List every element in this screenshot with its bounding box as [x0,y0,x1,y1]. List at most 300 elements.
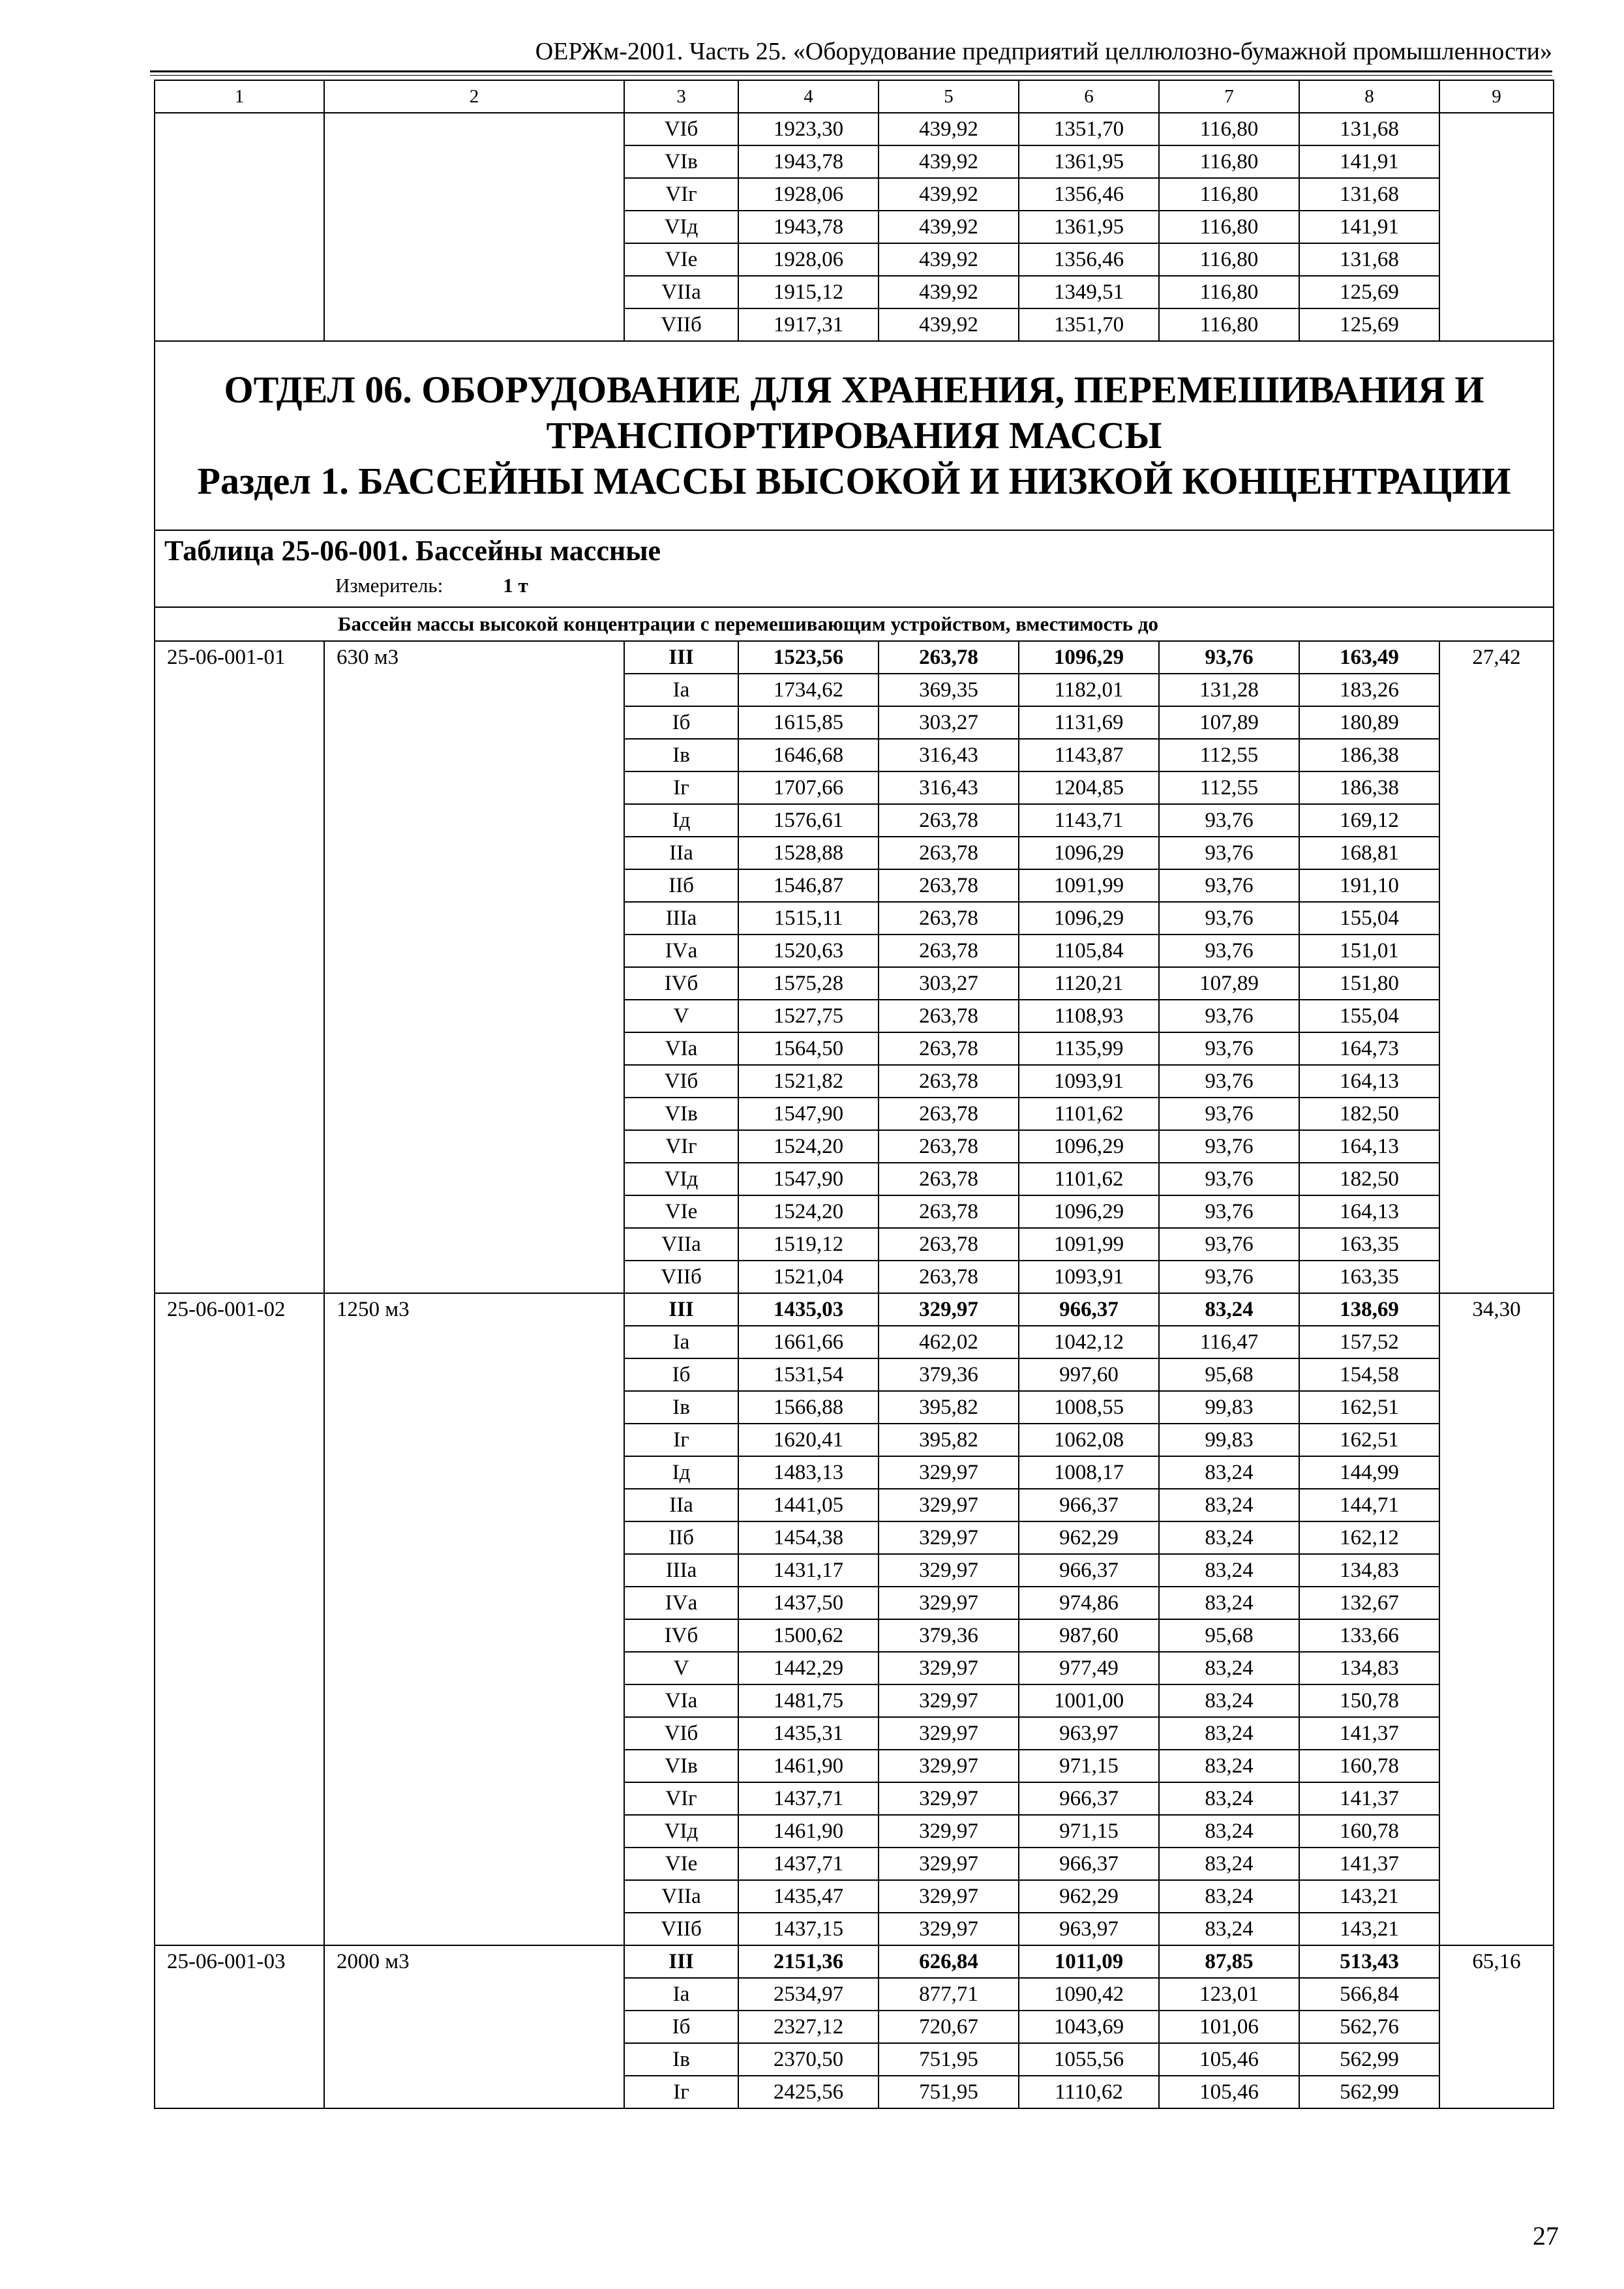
group-cell: VIIа [624,1880,738,1913]
section-heading-line: ОТДЕЛ 06. ОБОРУДОВАНИЕ ДЛЯ ХРАНЕНИЯ, ПЕРЕМЕШИВАНИЯ И [224,368,1484,411]
value-cell: 132,67 [1299,1587,1439,1619]
value-cell: 1110,62 [1019,2076,1159,2108]
value-cell: 83,24 [1159,1554,1299,1587]
group-cell: VIIа [624,276,738,308]
item-name: 2000 м3 [324,1945,624,2108]
value-cell: 977,49 [1019,1652,1159,1684]
value-cell: 93,76 [1159,1000,1299,1032]
value-cell: 1928,06 [738,243,879,276]
value-cell: 1928,06 [738,178,879,211]
item-c9: 65,16 [1439,1945,1554,2108]
value-cell: 439,92 [879,145,1019,178]
value-cell: 95,68 [1159,1619,1299,1652]
value-cell: 93,76 [1159,1261,1299,1293]
value-cell: 95,68 [1159,1358,1299,1391]
value-cell: 1524,20 [738,1195,879,1228]
value-cell: 1442,29 [738,1652,879,1684]
value-cell: 83,24 [1159,1456,1299,1489]
value-cell: 141,37 [1299,1717,1439,1750]
item-name: 1250 м3 [324,1293,624,1945]
value-cell: 164,73 [1299,1032,1439,1065]
value-cell: 83,24 [1159,1782,1299,1815]
value-cell: 116,80 [1159,178,1299,211]
value-cell: 1105,84 [1019,935,1159,967]
value-cell: 1620,41 [738,1424,879,1456]
value-cell: 720,67 [879,2011,1019,2043]
value-cell: 439,92 [879,211,1019,243]
value-cell: 1483,13 [738,1456,879,1489]
value-cell: 974,86 [1019,1587,1159,1619]
value-cell: 1500,62 [738,1619,879,1652]
value-cell: 141,91 [1299,211,1439,243]
value-cell: 143,21 [1299,1880,1439,1913]
value-cell: 1566,88 [738,1391,879,1424]
value-cell: 329,97 [879,1456,1019,1489]
value-cell: 462,02 [879,1326,1019,1358]
column-number-row [155,80,1554,113]
value-cell: 116,80 [1159,276,1299,308]
value-cell: 966,37 [1019,1848,1159,1880]
value-cell: 1096,29 [1019,837,1159,869]
value-cell: 1435,31 [738,1717,879,1750]
value-cell: 116,80 [1159,211,1299,243]
group-cell: VIа [624,1032,738,1065]
value-cell: 1091,99 [1019,869,1159,902]
carryover-name-cell [324,113,624,341]
value-cell: 263,78 [879,1098,1019,1130]
value-cell: 144,71 [1299,1489,1439,1521]
value-cell: 93,76 [1159,1163,1299,1195]
group-cell: VIIб [624,1261,738,1293]
table-row [155,1945,1554,1978]
value-cell: 1043,69 [1019,2011,1159,2043]
value-cell: 164,13 [1299,1130,1439,1163]
running-header: ОЕРЖм-2001. Часть 25. «Оборудование предприятий целлюлозно-бумажной промышленности» [535,38,1552,65]
value-cell: 150,78 [1299,1684,1439,1717]
value-cell: 93,76 [1159,869,1299,902]
group-cell: Iг [624,1424,738,1456]
value-cell: 439,92 [879,113,1019,145]
value-cell: 93,76 [1159,902,1299,935]
value-cell: 83,24 [1159,1880,1299,1913]
item-code: 25-06-001-01 [155,641,324,1293]
value-cell: 263,78 [879,1032,1019,1065]
value-cell: 116,80 [1159,243,1299,276]
value-cell: 93,76 [1159,641,1299,674]
col-number: 7 [1159,80,1299,113]
value-cell: 997,60 [1019,1358,1159,1391]
value-cell: 1437,15 [738,1913,879,1945]
value-cell: 1131,69 [1019,706,1159,739]
value-cell: 93,76 [1159,1032,1299,1065]
value-cell: 157,52 [1299,1326,1439,1358]
value-cell: 83,24 [1159,1684,1299,1717]
value-cell: 329,97 [879,1782,1019,1815]
group-cell: IIа [624,837,738,869]
value-cell: 2327,12 [738,2011,879,2043]
value-cell: 151,01 [1299,935,1439,967]
group-cell: Iа [624,1978,738,2011]
page-number: 27 [1533,2221,1559,2251]
value-cell: 987,60 [1019,1619,1159,1652]
value-cell: 101,06 [1159,2011,1299,2043]
value-cell: 1093,91 [1019,1065,1159,1098]
value-cell: 93,76 [1159,1228,1299,1261]
value-cell: 1042,12 [1019,1326,1159,1358]
value-cell: 395,82 [879,1424,1019,1456]
group-cell: VIв [624,145,738,178]
value-cell: 439,92 [879,308,1019,341]
table-title-cell [155,530,1554,607]
value-cell: 112,55 [1159,771,1299,804]
group-cell: III [624,641,738,674]
value-cell: 83,24 [1159,1913,1299,1945]
value-cell: 966,37 [1019,1293,1159,1326]
group-cell: IVб [624,1619,738,1652]
value-cell: 1547,90 [738,1163,879,1195]
group-cell: VIе [624,1195,738,1228]
group-cell: Iд [624,804,738,837]
value-cell: 143,21 [1299,1913,1439,1945]
value-cell: 1096,29 [1019,1130,1159,1163]
col-number: 1 [155,80,324,113]
group-cell: VIб [624,113,738,145]
value-cell: 1096,29 [1019,902,1159,935]
value-cell: 379,36 [879,1619,1019,1652]
value-cell: 1435,47 [738,1880,879,1913]
value-cell: 182,50 [1299,1098,1439,1130]
value-cell: 162,51 [1299,1424,1439,1456]
value-cell: 93,76 [1159,804,1299,837]
group-cell: III [624,1293,738,1326]
value-cell: 1523,56 [738,641,879,674]
value-cell: 1661,66 [738,1326,879,1358]
value-cell: 186,38 [1299,739,1439,771]
group-cell: III [624,1945,738,1978]
group-cell: VIв [624,1098,738,1130]
value-cell: 263,78 [879,837,1019,869]
value-cell: 303,27 [879,967,1019,1000]
item-c9: 27,42 [1439,641,1554,1293]
value-cell: 1481,75 [738,1684,879,1717]
value-cell: 83,24 [1159,1521,1299,1554]
value-cell: 263,78 [879,1000,1019,1032]
value-cell: 116,80 [1159,308,1299,341]
value-cell: 1576,61 [738,804,879,837]
col-number: 8 [1299,80,1439,113]
header-rule [150,70,1552,72]
group-cell: Iа [624,674,738,706]
norms-table [154,80,1554,2109]
group-cell: IIа [624,1489,738,1521]
value-cell: 93,76 [1159,837,1299,869]
value-cell: 263,78 [879,641,1019,674]
value-cell: 329,97 [879,1750,1019,1782]
group-cell: Iб [624,706,738,739]
value-cell: 439,92 [879,178,1019,211]
group-cell: IVб [624,967,738,1000]
value-cell: 141,37 [1299,1782,1439,1815]
value-cell: 1351,70 [1019,308,1159,341]
value-cell: 1531,54 [738,1358,879,1391]
header-rule-thin [150,75,1552,76]
value-cell: 1943,78 [738,145,879,178]
value-cell: 963,97 [1019,1717,1159,1750]
value-cell: 105,46 [1159,2076,1299,2108]
group-cell: VIб [624,1717,738,1750]
group-cell: VIд [624,1163,738,1195]
group-cell: VIг [624,178,738,211]
group-cell: IIIа [624,1554,738,1587]
value-cell: 180,89 [1299,706,1439,739]
value-cell: 191,10 [1299,869,1439,902]
value-cell: 125,69 [1299,276,1439,308]
table-row [155,113,1554,145]
group-cell: VIIб [624,1913,738,1945]
value-cell: 83,24 [1159,1293,1299,1326]
value-cell: 123,01 [1159,1978,1299,2011]
group-cell: IIб [624,1521,738,1554]
value-cell: 971,15 [1019,1815,1159,1848]
value-cell: 263,78 [879,1065,1019,1098]
value-cell: 2370,50 [738,2043,879,2076]
value-cell: 93,76 [1159,1195,1299,1228]
value-cell: 329,97 [879,1652,1019,1684]
value-cell: 562,99 [1299,2076,1439,2108]
value-cell: 263,78 [879,902,1019,935]
value-cell: 1090,42 [1019,1978,1159,2011]
value-cell: 1437,50 [738,1587,879,1619]
section-heading-row [155,341,1554,530]
value-cell: 1096,29 [1019,641,1159,674]
value-cell: 369,35 [879,674,1019,706]
value-cell: 329,97 [879,1913,1019,1945]
table-row [155,1293,1554,1326]
subheading: Бассейн массы высокой концентрации с перемешивающим устройством, вместимость до [155,607,1554,641]
value-cell: 962,29 [1019,1521,1159,1554]
section-heading-line: Раздел 1. БАССЕЙНЫ МАССЫ ВЫСОКОЙ И НИЗКОЙ КОНЦЕНТРАЦИИ [197,460,1511,502]
value-cell: 1101,62 [1019,1163,1159,1195]
value-cell: 263,78 [879,1130,1019,1163]
value-cell: 1734,62 [738,674,879,706]
value-cell: 1575,28 [738,967,879,1000]
value-cell: 1915,12 [738,276,879,308]
table-title-row [155,530,1554,607]
table-title: Таблица 25-06-001. Бассейны массные [164,535,661,567]
value-cell: 141,91 [1299,145,1439,178]
value-cell: 186,38 [1299,771,1439,804]
value-cell: 116,47 [1159,1326,1299,1358]
value-cell: 1917,31 [738,308,879,341]
value-cell: 263,78 [879,804,1019,837]
value-cell: 1431,17 [738,1554,879,1587]
col-number: 2 [324,80,624,113]
value-cell: 1923,30 [738,113,879,145]
value-cell: 316,43 [879,739,1019,771]
value-cell: 99,83 [1159,1391,1299,1424]
value-cell: 2425,56 [738,2076,879,2108]
value-cell: 1437,71 [738,1782,879,1815]
value-cell: 513,43 [1299,1945,1439,1978]
group-cell: Iб [624,1358,738,1391]
value-cell: 316,43 [879,771,1019,804]
value-cell: 1524,20 [738,1130,879,1163]
value-cell: 1008,55 [1019,1391,1159,1424]
meter-line [164,571,1553,600]
value-cell: 263,78 [879,1261,1019,1293]
value-cell: 1547,90 [738,1098,879,1130]
value-cell: 1096,29 [1019,1195,1159,1228]
group-cell: IVа [624,1587,738,1619]
value-cell: 162,51 [1299,1391,1439,1424]
value-cell: 1441,05 [738,1489,879,1521]
value-cell: 1361,95 [1019,211,1159,243]
col-number: 3 [624,80,738,113]
value-cell: 263,78 [879,869,1019,902]
group-cell: VIIа [624,1228,738,1261]
value-cell: 182,50 [1299,1163,1439,1195]
value-cell: 183,26 [1299,674,1439,706]
value-cell: 1135,99 [1019,1032,1159,1065]
value-cell: 1519,12 [738,1228,879,1261]
value-cell: 164,13 [1299,1065,1439,1098]
value-cell: 1001,00 [1019,1684,1159,1717]
value-cell: 1011,09 [1019,1945,1159,1978]
value-cell: 1356,46 [1019,178,1159,211]
value-cell: 163,35 [1299,1261,1439,1293]
value-cell: 1120,21 [1019,967,1159,1000]
group-cell: VIа [624,1684,738,1717]
group-cell: Iб [624,2011,738,2043]
value-cell: 1356,46 [1019,243,1159,276]
group-cell: Iв [624,739,738,771]
value-cell: 1143,87 [1019,739,1159,771]
value-cell: 962,29 [1019,1880,1159,1913]
value-cell: 1437,71 [738,1848,879,1880]
value-cell: 1454,38 [738,1521,879,1554]
value-cell: 1521,04 [738,1261,879,1293]
value-cell: 329,97 [879,1489,1019,1521]
value-cell: 163,35 [1299,1228,1439,1261]
value-cell: 83,24 [1159,1848,1299,1880]
value-cell: 966,37 [1019,1554,1159,1587]
value-cell: 93,76 [1159,935,1299,967]
value-cell: 566,84 [1299,1978,1439,2011]
value-cell: 963,97 [1019,1913,1159,1945]
value-cell: 154,58 [1299,1358,1439,1391]
group-cell: Iг [624,771,738,804]
group-cell: V [624,1000,738,1032]
carryover-code-cell [155,113,324,341]
value-cell: 168,81 [1299,837,1439,869]
value-cell: 1143,71 [1019,804,1159,837]
group-cell: VIд [624,211,738,243]
group-cell: VIб [624,1065,738,1098]
value-cell: 169,12 [1299,804,1439,837]
value-cell: 131,68 [1299,243,1439,276]
value-cell: 1108,93 [1019,1000,1159,1032]
value-cell: 263,78 [879,935,1019,967]
value-cell: 966,37 [1019,1782,1159,1815]
col-number: 6 [1019,80,1159,113]
section-heading [155,341,1554,530]
value-cell: 160,78 [1299,1750,1439,1782]
value-cell: 1361,95 [1019,145,1159,178]
value-cell: 1646,68 [738,739,879,771]
value-cell: 107,89 [1159,967,1299,1000]
value-cell: 263,78 [879,1228,1019,1261]
group-cell: IIб [624,869,738,902]
value-cell: 329,97 [879,1717,1019,1750]
value-cell: 155,04 [1299,1000,1439,1032]
value-cell: 1527,75 [738,1000,879,1032]
value-cell: 138,69 [1299,1293,1439,1326]
value-cell: 439,92 [879,243,1019,276]
value-cell: 1564,50 [738,1032,879,1065]
value-cell: 155,04 [1299,902,1439,935]
value-cell: 329,97 [879,1293,1019,1326]
value-cell: 966,37 [1019,1489,1159,1521]
value-cell: 93,76 [1159,1130,1299,1163]
value-cell: 263,78 [879,1163,1019,1195]
group-cell: IVа [624,935,738,967]
value-cell: 125,69 [1299,308,1439,341]
value-cell: 263,78 [879,1195,1019,1228]
value-cell: 395,82 [879,1391,1019,1424]
group-cell: Iд [624,1456,738,1489]
value-cell: 329,97 [879,1815,1019,1848]
value-cell: 751,95 [879,2043,1019,2076]
value-cell: 1349,51 [1019,276,1159,308]
value-cell: 562,76 [1299,2011,1439,2043]
value-cell: 116,80 [1159,113,1299,145]
value-cell: 83,24 [1159,1587,1299,1619]
value-cell: 87,85 [1159,1945,1299,1978]
value-cell: 144,99 [1299,1456,1439,1489]
value-cell: 1008,17 [1019,1456,1159,1489]
value-cell: 1515,11 [738,902,879,935]
meter-label: Измеритель: [335,574,444,597]
group-cell: IIIа [624,902,738,935]
value-cell: 379,36 [879,1358,1019,1391]
value-cell: 1528,88 [738,837,879,869]
value-cell: 329,97 [879,1848,1019,1880]
subheading-row [155,607,1554,641]
value-cell: 1062,08 [1019,1424,1159,1456]
value-cell: 439,92 [879,276,1019,308]
value-cell: 562,99 [1299,2043,1439,2076]
value-cell: 2534,97 [738,1978,879,2011]
section-heading-line: ТРАНСПОРТИРОВАНИЯ МАССЫ [546,414,1162,456]
value-cell: 93,76 [1159,1065,1299,1098]
table-row [155,641,1554,674]
value-cell: 1707,66 [738,771,879,804]
value-cell: 1435,03 [738,1293,879,1326]
value-cell: 1546,87 [738,869,879,902]
value-cell: 626,84 [879,1945,1019,1978]
group-cell: Iг [624,2076,738,2108]
group-cell: VIе [624,1848,738,1880]
value-cell: 83,24 [1159,1652,1299,1684]
group-cell: Iа [624,1326,738,1358]
value-cell: 1091,99 [1019,1228,1159,1261]
value-cell: 329,97 [879,1587,1019,1619]
item-name: 630 м3 [324,641,624,1293]
value-cell: 105,46 [1159,2043,1299,2076]
value-cell: 1204,85 [1019,771,1159,804]
value-cell: 131,68 [1299,113,1439,145]
item-code: 25-06-001-03 [155,1945,324,2108]
